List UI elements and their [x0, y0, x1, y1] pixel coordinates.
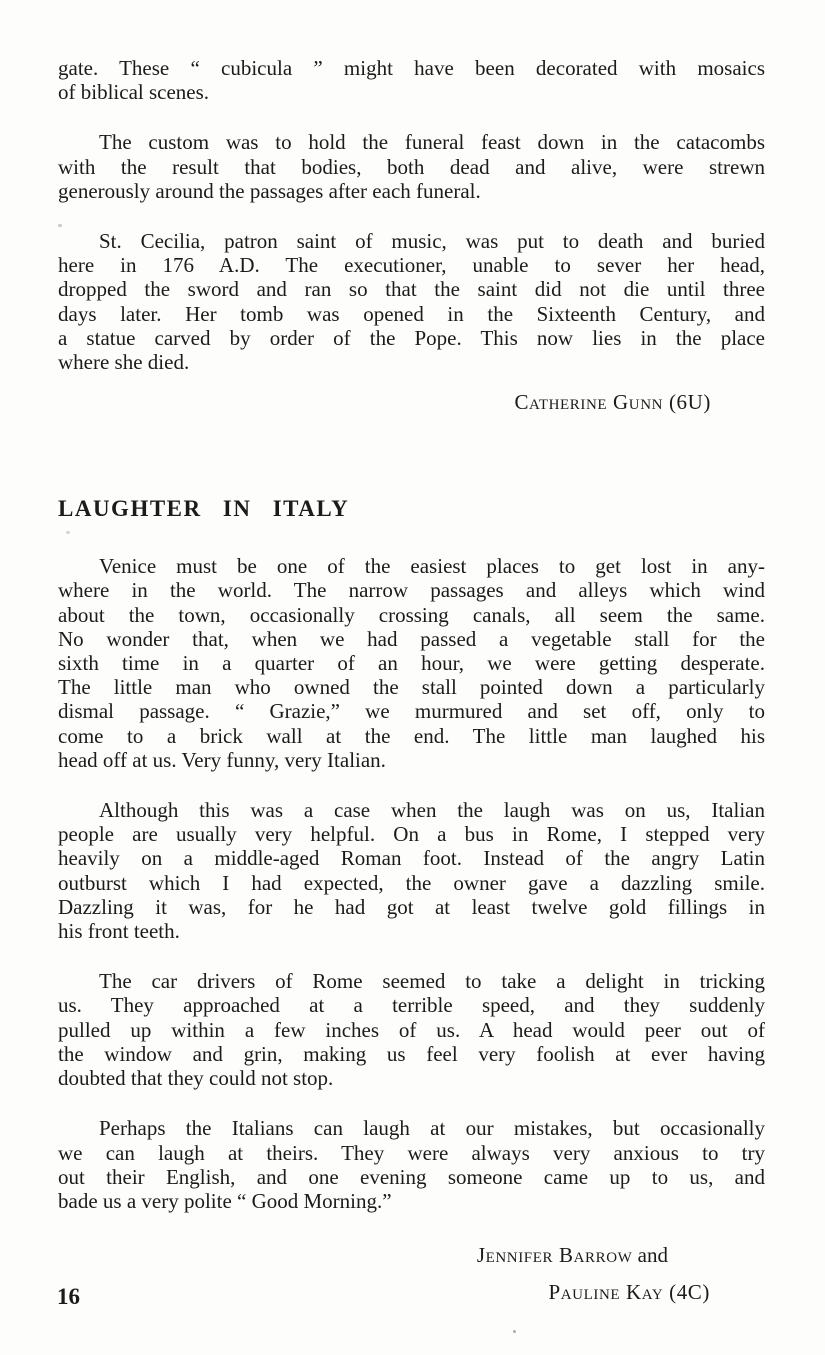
text-line: The little man who owned the stall pointed down a particularly: [58, 675, 765, 700]
text-line: out their English, and one evening someone came up to us, and: [58, 1164, 765, 1189]
page-number: 16: [57, 1284, 80, 1309]
scan-artifact: [66, 531, 70, 534]
story-continuation-section: [58, 56, 765, 414]
text-line: Perhaps the Italians can laugh at our mistakes, but occasionally: [99, 1116, 765, 1141]
text-line: outburst which I had expected, the owner gave a dazzling smile.: [58, 870, 765, 895]
text-line: where she died.: [58, 350, 190, 375]
text-line: Dazzling it was, for he had got at least twelve gold fillings in: [58, 894, 765, 919]
story-paragraphs: [58, 554, 765, 1213]
text-line: with the result that bodies, both dead and alive, were strewn: [58, 154, 765, 179]
text-line: people are usually very helpful. On a bus in Rome, I stepped very: [58, 822, 765, 847]
text-line: sixth time in a quarter of an hour, we were getting desperate.: [58, 651, 765, 676]
text-line: bade us a very polite “ Good Morning.”: [58, 1188, 392, 1213]
byline-catherine-gunn: [58, 390, 765, 414]
paragraph: [58, 229, 765, 374]
paragraph: [58, 969, 765, 1090]
byline-line-pauline: [58, 1274, 765, 1311]
text-line: come to a brick wall at the end. The little man laughed his: [58, 723, 765, 748]
scan-artifact: [58, 224, 62, 227]
byline-name: Pauline Kay (4C): [548, 1280, 710, 1305]
paragraph: [58, 554, 765, 772]
text-line: a statue carved by order of the Pope. This now lies in the place: [58, 325, 765, 350]
text-line: Although this was a case when the laugh was on us, Italian: [99, 798, 765, 823]
byline-authors: [58, 1237, 765, 1311]
byline-name: Jennifer Barrow: [476, 1243, 633, 1268]
text-line: heavily on a middle-aged Roman foot. Instead of the angry Latin: [58, 846, 765, 871]
text-line: The custom was to hold the funeral feast down in the catacombs: [99, 130, 765, 155]
text-line: days later. Her tomb was opened in the Sixteenth Century, and: [58, 301, 765, 326]
continued-story-paragraphs: [58, 56, 765, 374]
text-line: the window and grin, making us feel very foolish at ever having: [58, 1041, 765, 1066]
text-line: generously around the passages after each funeral.: [58, 178, 481, 203]
byline-text: Catherine Gunn (6U): [514, 390, 711, 415]
text-line: pulled up within a few inches of us. A head would peer out of: [58, 1017, 765, 1042]
paragraph: [58, 798, 765, 943]
text-line: we can laugh at theirs. They were always very anxious to try: [58, 1140, 765, 1165]
scan-artifact: [513, 1330, 516, 1333]
laughter-in-italy-section: [58, 554, 765, 1311]
text-line: here in 176 A.D. The executioner, unable to sever her head,: [58, 253, 765, 278]
text-line: dismal passage. “ Grazie,” we murmured and set off, only to: [58, 699, 765, 724]
byline-connector: and: [632, 1243, 668, 1268]
byline-line-jennifer: [58, 1237, 765, 1274]
text-line: head off at us. Very funny, very Italian.: [58, 747, 386, 772]
text-line: The car drivers of Rome seemed to take a delight in tricking: [99, 969, 765, 994]
text-line: us. They approached at a terrible speed, and they suddenly: [58, 993, 765, 1018]
text-line: No wonder that, when we had passed a vegetable stall for the: [58, 626, 765, 651]
paragraph: [58, 1116, 765, 1213]
story-title: LAUGHTER IN ITALY: [58, 496, 350, 522]
paragraph: [58, 56, 765, 104]
text-line: where in the world. The narrow passages and alleys which wind: [58, 578, 765, 603]
text-line: his front teeth.: [58, 919, 180, 944]
text-line: Venice must be one of the easiest places to get lost in any-: [99, 554, 765, 579]
text-line: St. Cecilia, patron saint of music, was put to death and buried: [99, 229, 765, 254]
text-line: about the town, occasionally crossing canals, all seem the same.: [58, 602, 765, 627]
paragraph: [58, 130, 765, 203]
text-line: doubted that they could not stop.: [58, 1066, 334, 1091]
text-line: dropped the sword and ran so that the saint did not die until three: [58, 277, 765, 302]
text-line: gate. These “ cubicula ” might have been decorated with mosaics: [58, 56, 765, 80]
text-line: of biblical scenes.: [58, 80, 210, 105]
